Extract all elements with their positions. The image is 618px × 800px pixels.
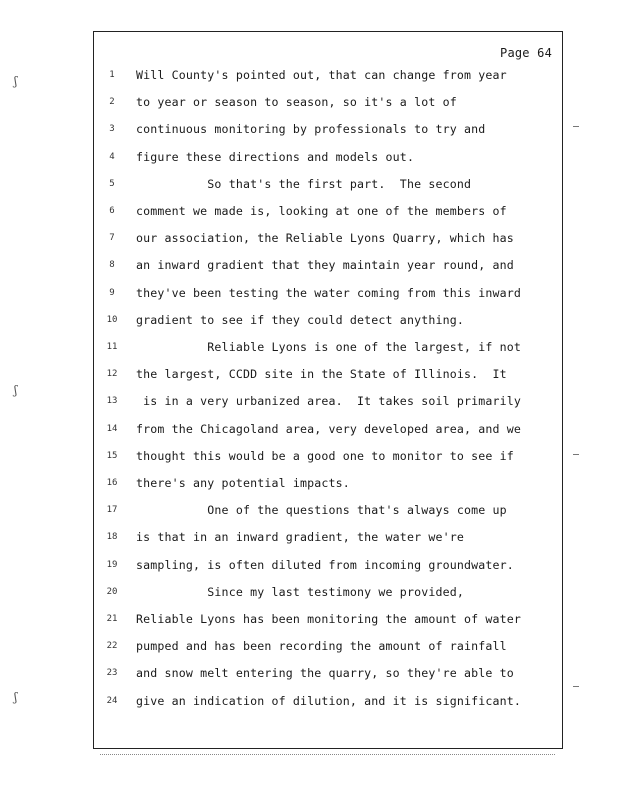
transcript-line <box>94 558 564 578</box>
transcript-page <box>93 31 563 749</box>
transcript-line <box>94 95 564 115</box>
line-text: figure these directions and models out. <box>136 149 415 164</box>
line-number: 4 <box>109 151 115 162</box>
transcript-line <box>94 231 564 251</box>
line-text: thought this would be a good one to monitor to see if <box>136 448 514 463</box>
line-number: 19 <box>106 559 118 570</box>
transcript-line <box>94 449 564 469</box>
line-number: 24 <box>106 695 118 706</box>
line-number: 14 <box>106 423 118 434</box>
transcript-line <box>94 422 564 442</box>
margin-scan-mark: ʃ <box>14 74 18 88</box>
line-text: from the Chicagoland area, very developed area, and we <box>136 421 522 436</box>
margin-scan-mark: ʃ <box>14 383 18 397</box>
margin-scan-mark: ʃ <box>14 690 18 704</box>
line-number: 1 <box>109 70 115 80</box>
line-number: 22 <box>106 641 118 652</box>
transcript-line <box>94 122 564 142</box>
line-text: and snow melt entering the quarry, so they're able to <box>136 666 514 681</box>
line-number: 9 <box>109 287 115 298</box>
transcript-line <box>94 694 564 714</box>
line-text: is that in an inward gradient, the water we're <box>136 530 464 545</box>
right-margin-tick <box>573 686 579 687</box>
line-text: an inward gradient that they maintain year round, and <box>136 258 514 273</box>
line-text: they've been testing the water coming from this inward <box>136 285 522 300</box>
line-number: 2 <box>109 97 115 108</box>
line-number: 11 <box>106 342 118 352</box>
line-number: 5 <box>109 178 115 189</box>
transcript-line <box>94 530 564 550</box>
line-text: gradient to see if they could detect anything. <box>136 312 464 327</box>
line-text: continuous monitoring by professionals to try and <box>136 122 486 137</box>
transcript-line <box>94 639 564 659</box>
line-number: 3 <box>109 124 115 135</box>
transcript-line <box>94 150 564 170</box>
transcript-line <box>94 258 564 278</box>
transcript-line <box>94 394 564 414</box>
line-number: 13 <box>106 396 118 407</box>
line-number: 8 <box>109 260 115 271</box>
line-text: our association, the Reliable Lyons Quarry, which has <box>136 231 514 246</box>
transcript-line <box>94 68 564 88</box>
line-number: 23 <box>106 668 118 679</box>
line-text: So that's the first part. The second <box>136 176 472 191</box>
transcript-line <box>94 503 564 523</box>
line-number: 20 <box>106 586 118 597</box>
line-text: Reliable Lyons has been monitoring the amount of water <box>136 612 522 626</box>
line-text: Since my last testimony we provided, <box>136 584 464 599</box>
line-text: there's any potential impacts. <box>136 476 350 490</box>
page-number: Page 64 <box>500 46 552 60</box>
bottom-scan-rule <box>100 754 555 755</box>
transcript-line <box>94 666 564 686</box>
line-number: 17 <box>106 505 118 516</box>
line-text: give an indication of dilution, and it is significant. <box>136 693 522 708</box>
line-number: 6 <box>109 206 115 216</box>
line-text: One of the questions that's always come up <box>136 503 507 518</box>
line-text: pumped and has been recording the amount of rainfall <box>136 639 507 654</box>
transcript-line <box>94 476 564 496</box>
line-number: 7 <box>109 233 115 244</box>
transcript-line <box>94 340 564 360</box>
line-number: 16 <box>106 478 118 488</box>
line-text: the largest, CCDD site in the State of Illinois. It <box>136 367 507 382</box>
line-text: to year or season to season, so it's a lot of <box>136 95 457 110</box>
line-text: comment we made is, looking at one of the members of <box>136 204 507 218</box>
transcript-line <box>94 612 564 632</box>
line-text: Will County's pointed out, that can change from year <box>136 68 507 82</box>
line-text: is in a very urbanized area. It takes soil primarily <box>136 394 522 409</box>
line-number: 21 <box>106 614 118 624</box>
line-number: 10 <box>106 314 118 325</box>
line-number: 12 <box>106 369 118 380</box>
transcript-line <box>94 177 564 197</box>
line-number: 18 <box>106 532 118 543</box>
transcript-line <box>94 313 564 333</box>
line-number: 15 <box>106 450 118 461</box>
transcript-line <box>94 286 564 306</box>
right-margin-tick <box>573 454 579 455</box>
right-margin-tick <box>573 126 579 127</box>
transcript-line <box>94 367 564 387</box>
transcript-line <box>94 585 564 605</box>
line-text: sampling, is often diluted from incoming groundwater. <box>136 557 514 572</box>
line-text: Reliable Lyons is one of the largest, if not <box>136 340 522 354</box>
transcript-line <box>94 204 564 224</box>
